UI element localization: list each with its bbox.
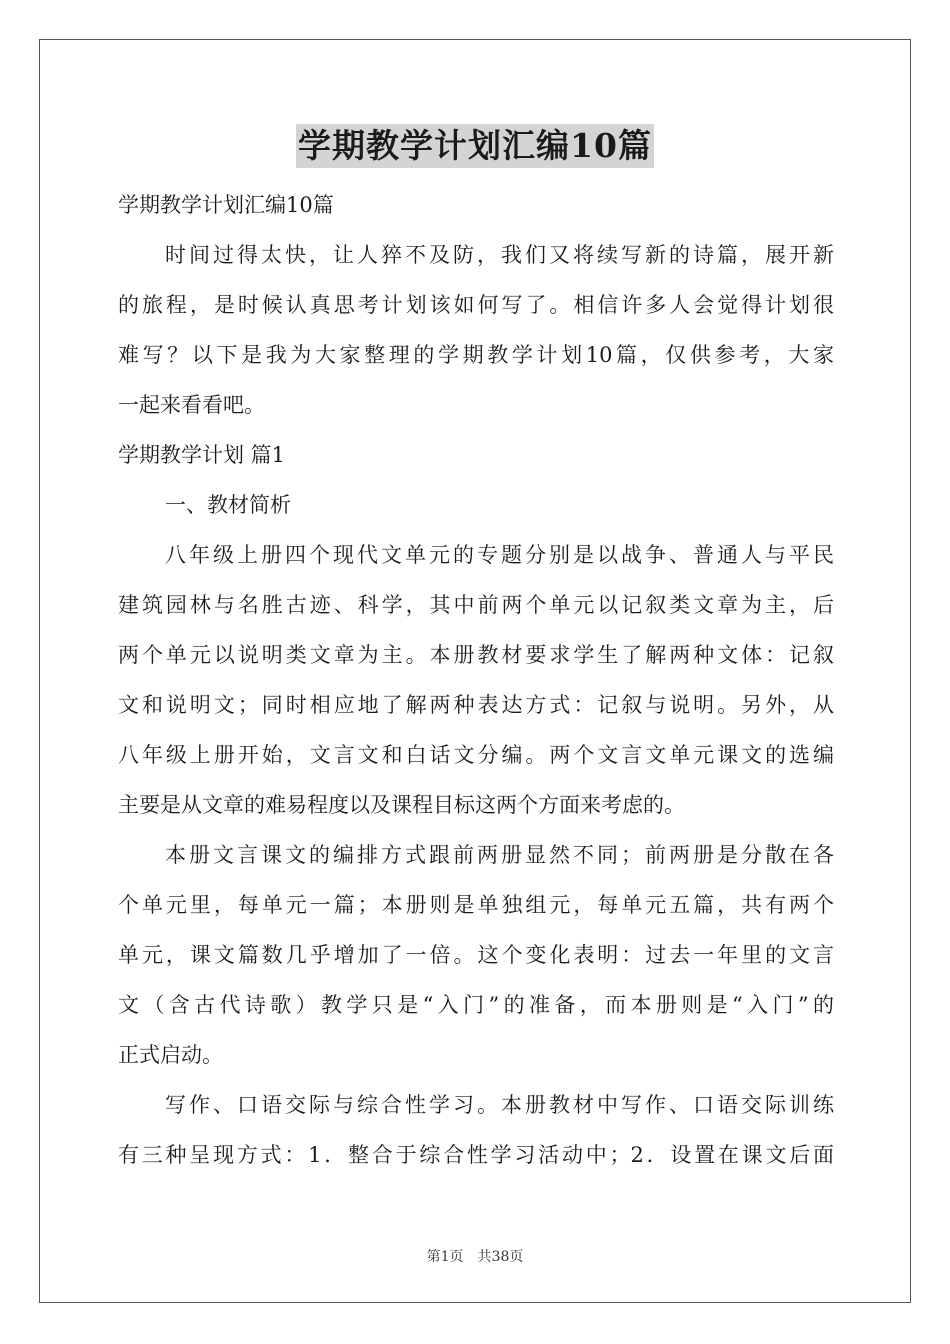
- paragraph-line: 单元，课文篇数几乎增加了一倍。这个变化表明：过去一年里的文言: [118, 943, 834, 967]
- paragraph-line: 难写？以下是我为大家整理的学期教学计划10篇，仅供参考，大家: [118, 343, 834, 367]
- section-heading: 学期教学计划 篇1: [118, 443, 286, 467]
- paragraph-line: 的旅程，是时候认真思考计划该如何写了。相信许多人会觉得计划很: [118, 293, 834, 317]
- paragraph-line: 八年级上册四个现代文单元的专题分别是以战争、普通人与平民: [165, 543, 834, 567]
- paragraph-line: 文和说明文；同时相应地了解两种表达方式：记叙与说明。另外，从: [118, 693, 834, 717]
- paragraph-line: 有三种呈现方式：1．整合于综合性学习活动中；2．设置在课文后面: [118, 1143, 834, 1167]
- paragraph-line: 时间过得太快，让人猝不及防，我们又将续写新的诗篇，展开新: [165, 243, 834, 267]
- paragraph-line: 本册文言课文的编排方式跟前两册显然不同；前两册是分散在各: [165, 843, 834, 867]
- paragraph-line: 正式启动。: [118, 1043, 223, 1067]
- paragraph-line: 文（含古代诗歌）教学只是“入门”的准备，而本册则是“入门”的: [118, 993, 834, 1017]
- paragraph-line: 主要是从文章的难易程度以及课程目标这两个方面来考虑的。: [118, 793, 685, 817]
- document-title-text: 学期教学计划汇编10篇: [296, 124, 654, 168]
- subtitle-line: 学期教学计划汇编10篇: [118, 193, 334, 217]
- document-body: [118, 180, 834, 1180]
- paragraph-line: 两个单元以说明类文章为主。本册教材要求学生了解两种文体：记叙: [118, 643, 834, 667]
- paragraph-line: 建筑园林与名胜古迹、科学，其中前两个单元以记叙类文章为主，后: [118, 593, 834, 617]
- paragraph-line: 八年级上册开始，文言文和白话文分编。两个文言文单元课文的选编: [118, 743, 834, 767]
- paragraph-line: 个单元里，每单元一篇；本册则是单独组元，每单元五篇，共有两个: [118, 893, 834, 917]
- document-title: [0, 124, 950, 168]
- page-footer: 第1页 共38页: [426, 1249, 524, 1265]
- paragraph-line: 一起来看看吧。: [118, 393, 265, 417]
- paragraph-line: 写作、口语交际与综合性学习。本册教材中写作、口语交际训练: [165, 1093, 834, 1117]
- subsection-heading: 一、教材简析: [165, 493, 291, 517]
